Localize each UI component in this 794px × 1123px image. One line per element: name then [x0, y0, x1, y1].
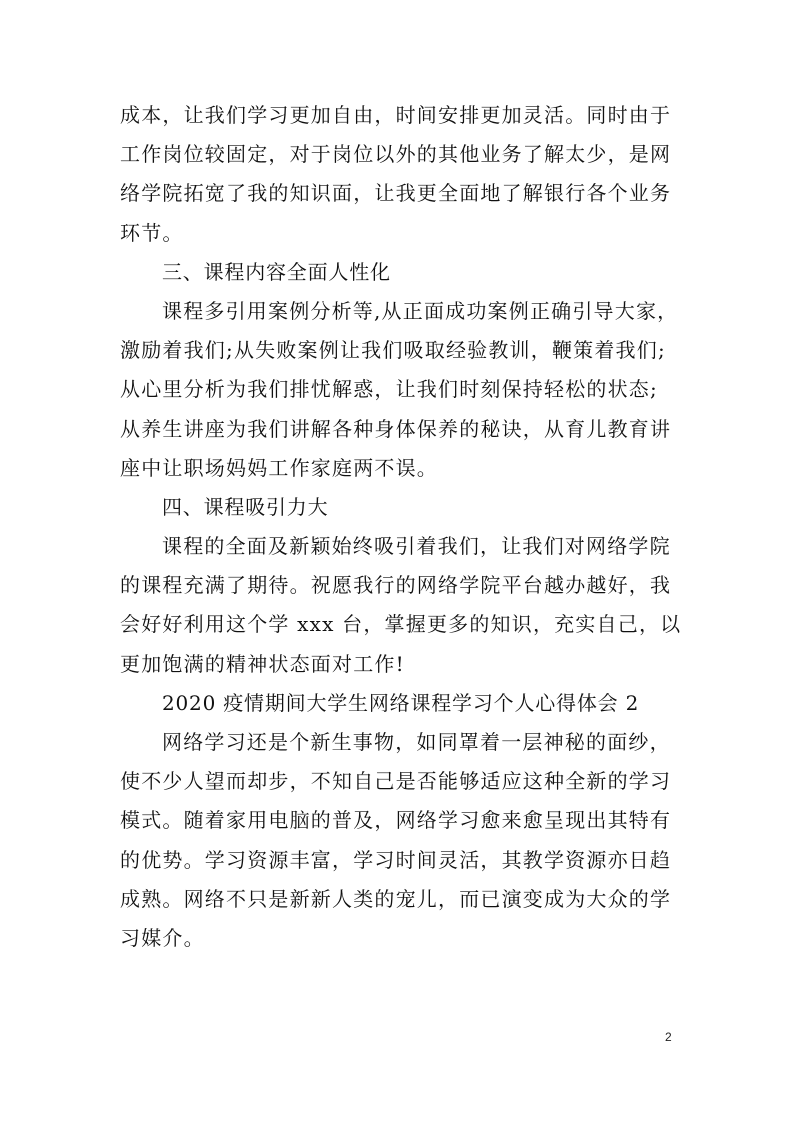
- section-heading: 三、课程内容全面人性化: [162, 259, 391, 284]
- paragraph-line: 更加饱满的精神状态面对工作!: [120, 651, 405, 676]
- document-subtitle: 2020 疫情期间大学生网络课程学习个人心得体会 2: [162, 690, 640, 715]
- paragraph-line: 网络学习还是个新生事物，如同罩着一层神秘的面纱，: [162, 730, 671, 754]
- paragraph-line: 使不少人望而却步，不知自己是否能够适应这种全新的学习: [120, 769, 672, 794]
- paragraph-line: 的优势。学习资源丰富，学习时间灵活，其教学资源亦日趋: [120, 847, 672, 872]
- paragraph-line: 从心里分析为我们排忧解惑，让我们时刻保持轻松的状态;: [120, 377, 658, 402]
- paragraph-line: 课程的全面及新颖始终吸引着我们，让我们对网络学院: [162, 534, 671, 559]
- section-heading: 四、课程吸引力大: [162, 494, 329, 519]
- paragraph-line: 环节。: [120, 220, 184, 245]
- paragraph-line: 习媒介。: [120, 925, 205, 950]
- paragraph-line: 座中让职场妈妈工作家庭两不误。: [120, 455, 438, 480]
- paragraph-line: 课程多引用案例分析等,从正面成功案例正确引导大家，: [162, 298, 679, 323]
- document-body: [120, 96, 690, 958]
- paragraph-line: 激励着我们;从失败案例让我们吸取经验教训，鞭策着我们;: [120, 338, 666, 363]
- paragraph-line: 成熟。网络不只是新新人类的宠儿，而已演变成为大众的学: [120, 886, 672, 911]
- paragraph-line: 的课程充满了期待。祝愿我行的网络学院平台越办越好，我: [120, 573, 672, 598]
- paragraph-line: 会好好利用这个学 xxx 台，掌握更多的知识，充实自己，以: [120, 612, 682, 637]
- paragraph-line: 从养生讲座为我们讲解各种身体保养的秘诀，从育儿教育讲: [120, 416, 672, 441]
- page-number: 2: [665, 1030, 672, 1044]
- paragraph-line: 工作岗位较固定，对于岗位以外的其他业务了解太少，是网: [120, 142, 672, 167]
- paragraph-line: 成本，让我们学习更加自由，时间安排更加灵活。同时由于: [120, 103, 672, 127]
- paragraph-line: 模式。随着家用电脑的普及，网络学习愈来愈呈现出其特有: [120, 808, 672, 833]
- paragraph-line: 络学院拓宽了我的知识面，让我更全面地了解银行各个业务: [120, 181, 672, 206]
